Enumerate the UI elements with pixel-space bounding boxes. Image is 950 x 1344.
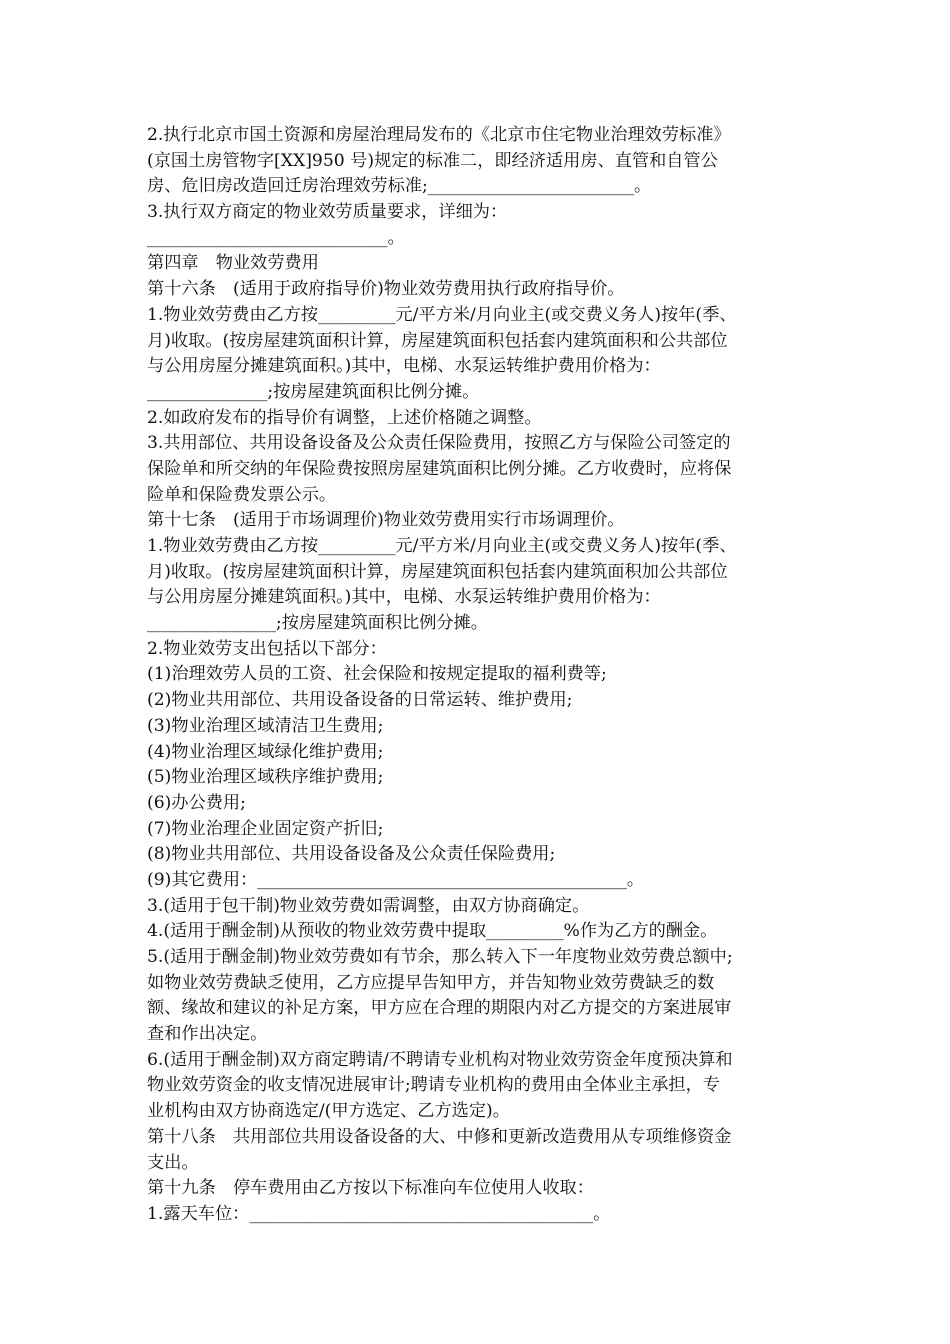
list-item: (1)治理效劳人员的工资、社会保险和按规定提取的福利费等; xyxy=(147,664,607,685)
text-line: 保险单和所交纳的年保险费按照房屋建筑面积比例分摊。乙方收费时，应将保 xyxy=(147,458,732,479)
text-line: 房、危旧房改造回迁房治理效劳标准;________________________。 xyxy=(147,176,652,197)
text-line: _______________;按房屋建筑面积比例分摊。 xyxy=(147,613,488,634)
text-line: ______________;按房屋建筑面积比例分摊。 xyxy=(147,381,480,402)
text-line: 险单和保险费发票公示。 xyxy=(147,484,337,505)
chapter-heading: 第四章 物业效劳费用 xyxy=(147,253,319,274)
text-line: 业机构由双方协商选定/(甲方选定、乙方选定)。 xyxy=(147,1101,510,1122)
text-line: 2.物业效劳支出包括以下部分： xyxy=(147,638,387,659)
list-item: (8)物业共用部位、共用设备设备及公众责任保险费用; xyxy=(147,844,556,865)
text-line: 4.(适用于酬金制)从预收的物业效劳费中提取_________%作为乙方的酬金。 xyxy=(147,921,718,942)
text-line: 3.共用部位、共用设备设备及公众责任保险费用，按照乙方与保险公司签定的 xyxy=(147,433,731,454)
text-line: 月)收取。(按房屋建筑面积计算，房屋建筑面积包括套内建筑面积加公共部位 xyxy=(147,561,728,582)
article-heading: 第十八条 共用部位共用设备设备的大、中修和更新改造费用从专项维修资金 xyxy=(147,1126,732,1147)
text-line: 支出。 xyxy=(147,1152,199,1173)
text-line: 1.露天车位：________________________________________。 xyxy=(147,1203,611,1224)
article-heading: 第十九条 停车费用由乙方按以下标准向车位使用人收取： xyxy=(147,1178,594,1199)
text-line: 额、缘故和建议的补足方案，甲方应在合理的期限内对乙方提交的方案进展审 xyxy=(147,998,732,1019)
list-item: (7)物业治理企业固定资产折旧; xyxy=(147,818,384,839)
text-line: 与公用房屋分摊建筑面积。)其中，电梯、水泵运转维护费用价格为： xyxy=(147,356,661,377)
text-line: 2.如政府发布的指导价有调整，上述价格随之调整。 xyxy=(147,407,542,428)
list-item: (5)物业治理区域秩序维护费用; xyxy=(147,767,384,788)
list-item: (4)物业治理区域绿化维护费用; xyxy=(147,741,384,762)
text-line: 6.(适用于酬金制)双方商定聘请/不聘请专业机构对物业效劳资金年度预决算和 xyxy=(147,1049,733,1070)
text-line: 查和作出决定。 xyxy=(147,1024,268,1045)
article-heading: 第十七条 (适用于市场调理价)物业效劳费用实行市场调理价。 xyxy=(147,510,625,531)
text-line: 3.执行双方商定的物业效劳质量要求，详细为： xyxy=(147,202,508,223)
text-line: (京国土房管物字[XX]950 号)规定的标准二，即经济适用房、直管和自管公 xyxy=(147,150,718,171)
document-page xyxy=(147,123,807,1228)
list-item: (3)物业治理区域清洁卫生费用; xyxy=(147,715,384,736)
text-line: 1.物业效劳费由乙方按_________元/平方米/月向业主(或交费义务人)按年(季、 xyxy=(147,536,737,556)
list-item: (6)办公费用; xyxy=(147,792,246,813)
article-heading: 第十六条 (适用于政府指导价)物业效劳费用执行政府指导价。 xyxy=(147,279,625,300)
text-line: 2.执行北京市国土资源和房屋治理局发布的《北京市住宅物业治理效劳标准》 xyxy=(147,125,731,145)
text-line: 1.物业效劳费由乙方按_________元/平方米/月向业主(或交费义务人)按年(季、 xyxy=(147,304,737,325)
text-line: 与公用房屋分摊建筑面积。)其中，电梯、水泵运转维护费用价格为： xyxy=(147,587,661,608)
text-line: 物业效劳资金的收支情况进展审计;聘请专业机构的费用由全体业主承担，专 xyxy=(147,1075,720,1096)
list-item: (2)物业共用部位、共用设备设备的日常运转、维护费用; xyxy=(147,690,573,711)
text-line: 月)收取。(按房屋建筑面积计算，房屋建筑面积包括套内建筑面积和公共部位 xyxy=(147,330,728,351)
text-line: 5.(适用于酬金制)物业效劳费如有节余，那么转入下一年度物业效劳费总额中; xyxy=(147,947,733,967)
text-line: 3.(适用于包干制)物业效劳费如需调整，由双方协商确定。 xyxy=(147,895,590,916)
list-item: (9)其它费用：___________________________________________。 xyxy=(147,869,645,890)
text-line: ____________________________。 xyxy=(147,227,405,248)
text-line: 如物业效劳费缺乏使用，乙方应提早告知甲方，并告知物业效劳费缺乏的数 xyxy=(147,972,715,993)
